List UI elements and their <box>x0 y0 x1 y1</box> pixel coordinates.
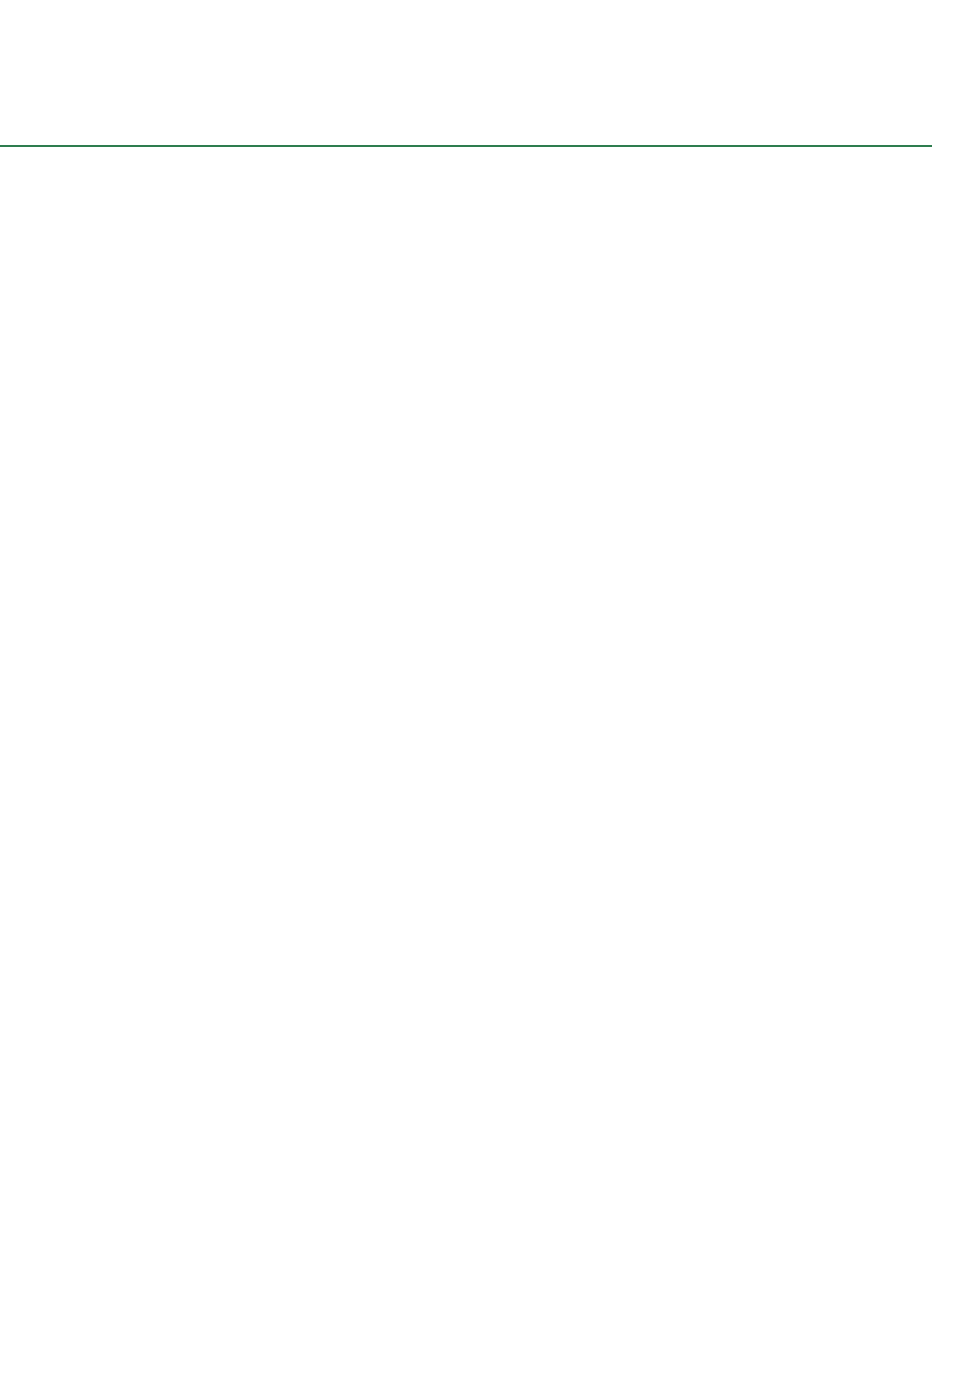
table-header <box>0 52 932 142</box>
header-divider <box>0 145 932 147</box>
